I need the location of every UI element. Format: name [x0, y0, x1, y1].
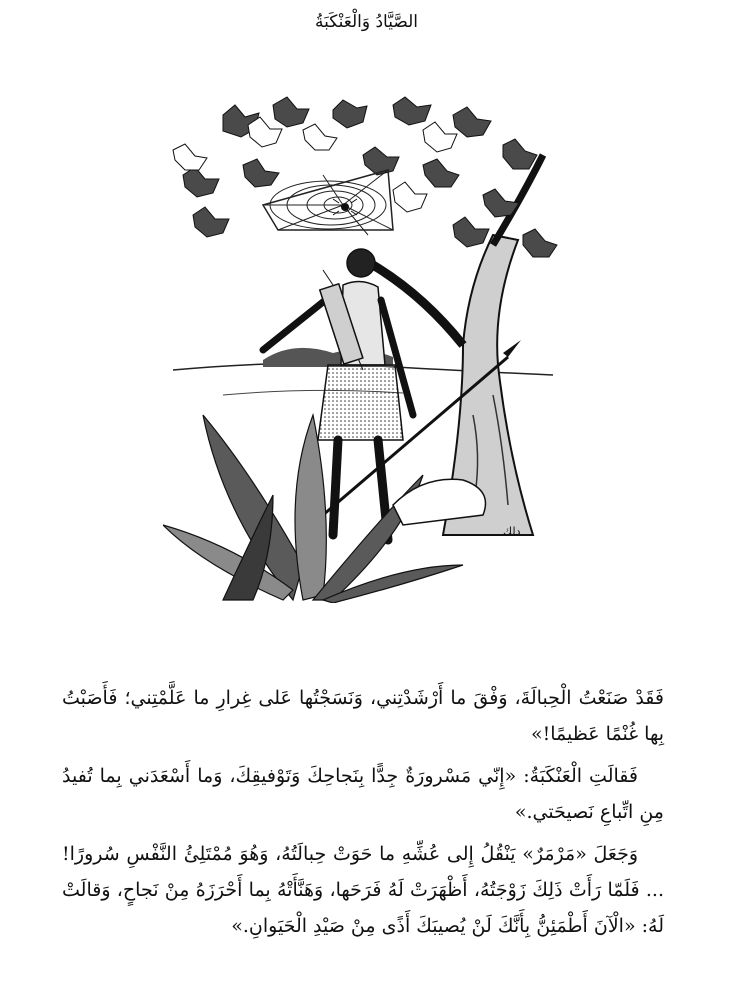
paragraph-2: فَقالَتِ الْعَنْكَبَةُ: «إِنّي مَسْرورَةٌ جِدًّا بِنَجاحِكَ وَتَوْفيقِكَ، وَما أَسْعَدَني بِما تُفيدُ مِنِ اتِّباعِ نَصيحَتي.»: [62, 765, 664, 823]
hunter-figure: [263, 249, 413, 540]
page-title: الصَّيَّادُ وَالْعَنْكَبَةُ: [314, 12, 418, 32]
artist-signature: دلك: [503, 525, 521, 538]
paragraph-3: وَجَعَلَ «مَرْمَرٌ» يَنْقُلُ إِلى عُشِّهِ ما حَوَتْ حِبالَتُهُ، وَهُوَ مُمْتَلِئُ النَّفْسِ سُرورًا! ... فَلَمّا رَأَتْ ذَلِكَ زَوْجَتُهُ، أَظْهَرَتْ لَهُ فَرَحَها، وَهَنَّأَتْهُ بِما أَحْرَزَهُ مِنْ نَجاحٍ، وَقالَتْ لَهُ: «الْآنَ أَطْمَئِنُّ بِأَنَّكَ لَنْ يُصيبَكَ أَذًى مِنْ صَيْدِ الْحَيَوانِ.»: [62, 843, 664, 937]
spider-web: [263, 170, 393, 235]
tree-trunk: [373, 155, 543, 535]
paragraph-1: فَقَدْ صَنَعْتُ الْحِبالَةَ، وَفْقَ ما أَرْشَدْتِني، وَنَسَجْتُها عَلى غِرارِ ما عَلَّمْتِني؛ فَأَصَبْتُ بِها غُنْمًا عَظيمًا!»: [62, 687, 664, 745]
story-text: [62, 680, 664, 950]
hunter-and-spider-illustration: [163, 95, 561, 603]
foliage-light: [173, 117, 457, 212]
